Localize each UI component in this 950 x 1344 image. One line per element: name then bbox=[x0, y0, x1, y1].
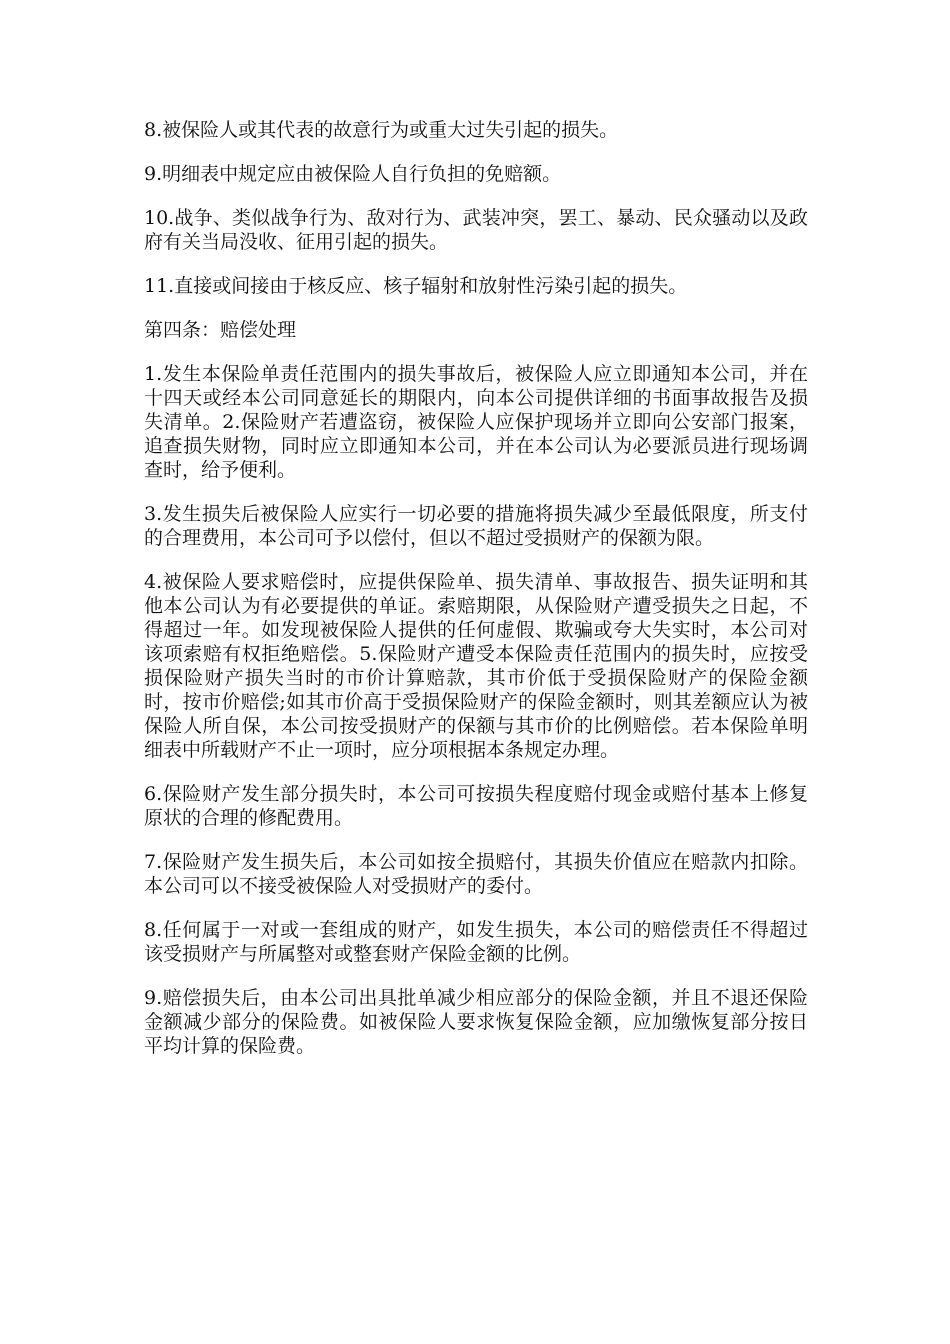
claim-procedure-6: 6.保险财产发生部分损失时，本公司可按损失程度赔付现金或赔付基本上修复原状的合理的修配费用。 bbox=[144, 783, 808, 829]
claim-procedure-3: 3.发生损失后被保险人应实行一切必要的措施将损失减少至最低限度，所支付的合理费用，本公司可予以偿付，但以不超过受损财产的保额为限。 bbox=[144, 503, 808, 549]
claim-procedure-8: 8.任何属于一对或一套组成的财产，如发生损失，本公司的赔偿责任不得超过该受损财产与所属整对或整套财产保险金额的比例。 bbox=[144, 919, 808, 965]
section-heading-article-4: 第四条：赔偿处理 bbox=[144, 319, 297, 341]
claim-procedure-9: 9.赔偿损失后，由本公司出具批单减少相应部分的保险金额，并且不退还保险金额减少部分的保险费。如被保险人要求恢复保险金额，应加缴恢复部分按日平均计算的保险费。 bbox=[144, 987, 808, 1057]
claim-procedure-1-2: 1.发生本保险单责任范围内的损失事故后，被保险人应立即通知本公司，并在十四天或经本公司同意延长的期限内，向本公司提供详细的书面事故报告及损失清单。2.保险财产若遭盗窃，被保险人应保护现场并立即向公安部门报案，追查损失财物，同时应立即通知本公司，并在本公司认为必要派员进行现场调查时，给予便利。 bbox=[144, 363, 808, 481]
clause-8-intentional-loss: 8.被保险人或其代表的故意行为或重大过失引起的损失。 bbox=[144, 119, 619, 141]
clause-9-deductible: 9.明细表中规定应由被保险人自行负担的免赔额。 bbox=[144, 163, 562, 185]
document-page bbox=[144, 118, 808, 1078]
clause-10-war-riot: 10.战争、类似战争行为、敌对行为、武装冲突，罢工、暴动、民众骚动以及政府有关当局没收、征用引起的损失。 bbox=[144, 207, 808, 253]
claim-procedure-7: 7.保险财产发生损失后，本公司如按全损赔付，其损失价值应在赔款内扣除。本公司可以不接受被保险人对受损财产的委付。 bbox=[144, 851, 808, 897]
claim-procedure-4-5: 4.被保险人要求赔偿时，应提供保险单、损失清单、事故报告、损失证明和其他本公司认为有必要提供的单证。索赔期限，从保险财产遭受损失之日起，不得超过一年。如发现被保险人提供的任何虚假、欺骗或夸大失实时，本公司对该项索赔有权拒绝赔偿。5.保险财产遭受本保险责任范围内的损失时，应按受损保险财产损失当时的市价计算赔款，其市价低于受损保险财产的保险金额时，按市价赔偿;如其市价高于受损保险财产的保险金额时，则其差额应认为被保险人所自保，本公司按受损财产的保额与其市价的比例赔偿。若本保险单明细表中所载财产不止一项时，应分项根据本条规定办理。 bbox=[144, 571, 808, 761]
clause-11-nuclear: 11.直接或间接由于核反应、核子辐射和放射性污染引起的损失。 bbox=[144, 275, 688, 297]
